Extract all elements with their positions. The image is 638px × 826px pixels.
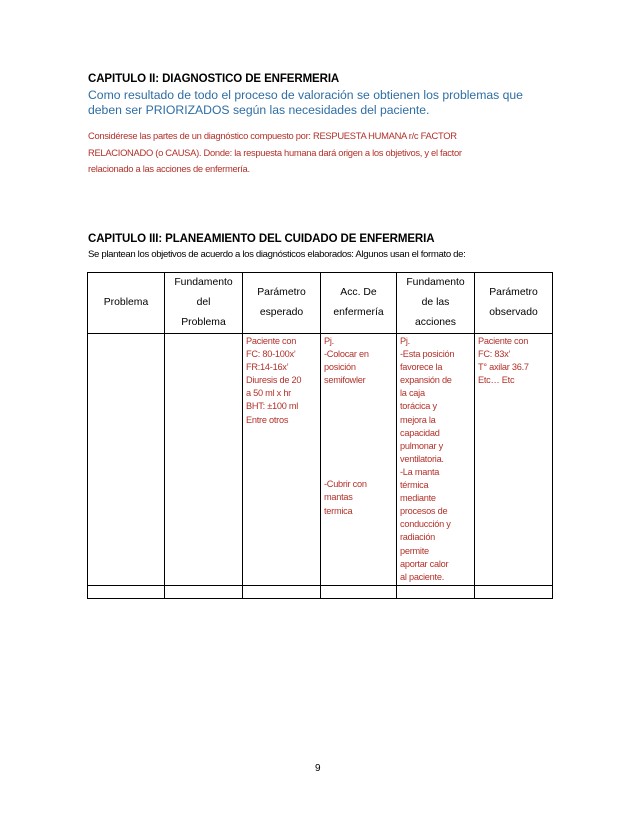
- cell-line: torácica y: [400, 401, 437, 412]
- description-line: Como resultado de todo el proceso de valoración se obtienen los problemas que: [88, 88, 523, 102]
- cell-line: FR:14-16x’: [246, 362, 289, 373]
- cell-line: BHT: ±100 ml: [246, 401, 299, 412]
- cell-line: expansión de: [400, 375, 452, 386]
- cell-line: conducción y: [400, 519, 451, 530]
- header-parametro-esperado: Parámetro esperado: [243, 273, 321, 334]
- cell-line: térmica: [400, 480, 429, 491]
- chapter-2-title: CAPITULO II: DIAGNOSTICO DE ENFERMERIA: [88, 73, 340, 85]
- cell-line: ventilatoria.: [400, 453, 444, 464]
- note-line: Considérese las partes de un diagnóstico compuesto por: RESPUESTA HUMANA r/c FACTOR: [88, 130, 457, 141]
- cell-line: capacidad: [400, 427, 440, 438]
- note-line: RELACIONADO (o CAUSA). Donde: la respuesta humana dará origen a los objetivos, y el factor: [88, 146, 462, 158]
- cell-line: mejora la: [400, 414, 436, 425]
- table-row: [88, 334, 553, 586]
- note-line: relacionado a las acciones de enfermería.: [88, 163, 250, 174]
- cell-line: mediante: [400, 493, 436, 504]
- cell-line: radiación: [400, 532, 436, 543]
- cell-line: a 50 ml x hr: [246, 388, 291, 399]
- cell-line: Paciente con: [478, 336, 529, 346]
- table-row-empty: [88, 585, 553, 598]
- cell-line: -La manta: [400, 466, 440, 477]
- care-plan-table: [87, 272, 553, 599]
- cell-line: Paciente con: [246, 336, 297, 346]
- cell-line: T° axilar 36.7: [478, 362, 529, 373]
- header-acc-enfermeria: Acc. De enfermería: [321, 273, 397, 334]
- cell-line: Diuresis de 20: [246, 375, 302, 386]
- header-parametro-observado: Parámetro observado: [475, 273, 553, 334]
- cell-line: al paciente.: [400, 571, 444, 582]
- cell-line: semifowler: [324, 375, 366, 386]
- header-problema: Problema: [88, 273, 165, 334]
- cell-line: Etc… Etc: [478, 375, 515, 386]
- chapter-3-intro: Se plantean los objetivos de acuerdo a los diagnósticos elaborados: Algunos usan el formato de:: [88, 249, 466, 260]
- cell-line: Pj.: [324, 336, 334, 346]
- cell-line: favorece la: [400, 362, 443, 373]
- cell-fundamento-problema: [165, 334, 243, 586]
- cell-line: -Cubrir con: [324, 479, 367, 490]
- cell-line: aportar calor: [400, 558, 449, 569]
- header-fundamento-acciones: Fundamento de las acciones: [397, 273, 475, 334]
- cell-line: termica: [324, 505, 353, 516]
- cell-line: FC: 80-100x’: [246, 349, 296, 360]
- page-number: 9: [315, 763, 321, 774]
- diagnosis-note: [88, 128, 462, 178]
- cell-parametro-observado: [475, 334, 553, 586]
- cell-acc-enfermeria: [321, 334, 397, 586]
- cell-line: pulmonar y: [400, 440, 443, 451]
- cell-line: -Colocar en: [324, 349, 369, 360]
- header-fundamento-problema: Fundamento del Problema: [165, 273, 243, 334]
- cell-line: la caja: [400, 388, 425, 399]
- chapter-2-description: [88, 88, 558, 118]
- table-header-row: [88, 273, 553, 334]
- cell-fundamento-acciones: [397, 334, 475, 586]
- cell-parametro-esperado: [243, 334, 321, 586]
- cell-line: procesos de: [400, 506, 448, 517]
- cell-line: mantas: [324, 492, 353, 503]
- cell-line: permite: [400, 545, 429, 556]
- cell-line: Entre otros: [246, 414, 289, 425]
- description-line: deben ser PRIORIZADOS según las necesidades del paciente.: [88, 103, 430, 117]
- chapter-3-title: CAPITULO III: PLANEAMIENTO DEL CUIDADO DE ENFERMERIA: [88, 233, 435, 245]
- cell-line: -Esta posición: [400, 349, 455, 360]
- cell-line: Pj.: [400, 336, 410, 346]
- cell-line: posición: [324, 362, 356, 373]
- cell-problema: [88, 334, 165, 586]
- cell-line: FC: 83x’: [478, 349, 511, 360]
